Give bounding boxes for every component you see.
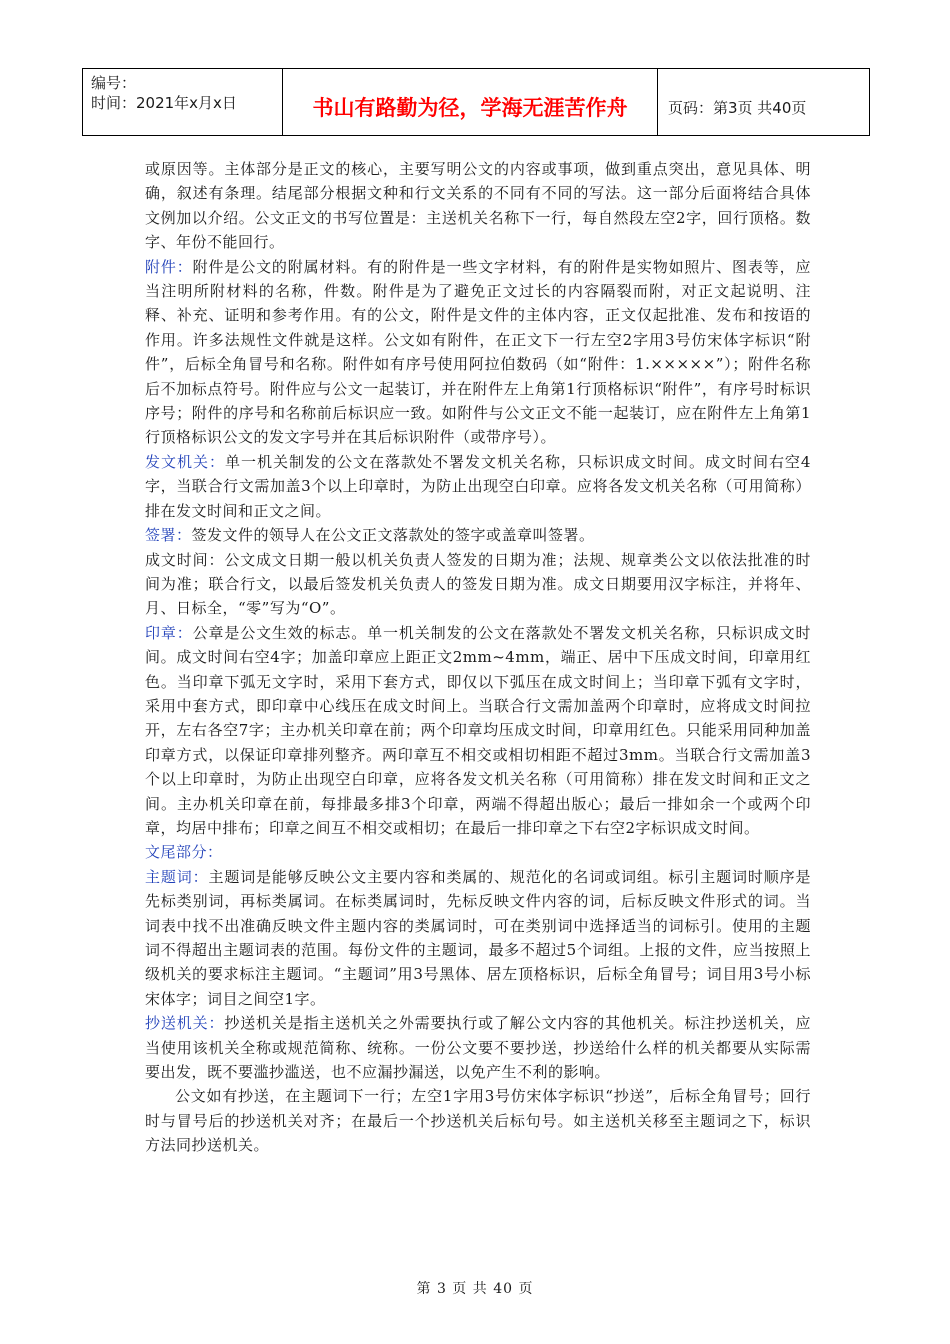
page-header: [82, 68, 870, 136]
paragraph-text: 公文如有抄送，在主题词下一行；左空1字用3号仿宋体字标识“抄送”，后标全角冒号；回行时与冒号后的抄送机关对齐；在最后一个抄送机关后标句号。如主送机关移至主题词之下，标识方法同抄送机关。: [145, 1087, 811, 1155]
paragraph-text: 单一机关制发的公文在落款处不署发文机关名称，只标识成文时间。成文时间右空4字，当联合行文需加盖3个以上印章时，为防止出现空白印章。应将各发文机关名称（可用简称）排在发文时间和正文之间。: [145, 452, 811, 520]
paragraph-text: 或原因等。主体部分是正文的核心，主要写明公文的内容或事项，做到重点突出，意见具体、明确，叙述有条理。结尾部分根据文种和行文关系的不同有不同的写法。这一部分后面将结合具体文例加以介绍。公文正文的书写位置是：主送机关名称下一行，每自然段左空2字，回行顶格。数字、年份不能回行。: [145, 160, 811, 252]
paragraph-cc-format: [145, 1084, 811, 1157]
paragraph-issuing-authority: [145, 450, 811, 523]
header-page-info: 页码：第3页 共40页: [668, 98, 807, 117]
section-label-subject-terms: 主题词：: [145, 867, 209, 886]
header-motto: 书山有路勤为径，学海无涯苦作舟: [283, 69, 658, 135]
paragraph-ending-section: [145, 840, 811, 864]
paragraph-text: 抄送机关是指主送机关之外需要执行或了解公文内容的其他机关。标注抄送机关，应当使用该机关全称或规范简称、统称。一份公文要不要抄送，抄送给什么样的机关都要从实际需要出发，既不要滥抄滥送，也不应漏抄漏送，以免产生不利的影响。: [145, 1014, 811, 1082]
paragraph-signature: [145, 523, 811, 547]
section-label-attachment: 附件：: [145, 257, 193, 276]
document-body: [145, 157, 811, 1158]
paragraph-attachment: [145, 255, 811, 450]
paragraph-text: 附件是公文的附属材料。有的附件是一些文字材料，有的附件是实物如照片、图表等，应当注明所附材料的名称，件数。附件是为了避免正文过长的内容隔裂而附，对正文起说明、注释、补充、证明和参考作用。有的公文，附件是文件的主体内容，正文仅起批准、发布和按语的作用。许多法规性文件就是这样。公文如有附件，在正文下一行左空2字用3号仿宋体字标识“附件”，后标全角冒号和名称。附件如有序号使用阿拉伯数码（如“附件：1.×××××”）；附件名称后不加标点符号。附件应与公文一起装订，并在附件左上角第1行顶格标识“附件”，有序号时标识序号；附件的序号和名称前后标识应一致。如附件与公文正文不能一起装订，应在附件左上角第1行顶格标识公文的发文字号并在其后标识附件（或带序号）。: [145, 257, 811, 447]
section-label-signature: 签署：: [145, 526, 192, 545]
section-label-seal: 印章：: [145, 623, 193, 642]
paragraph-cc-authority: [145, 1011, 811, 1084]
paragraph-main-body: [145, 157, 811, 255]
document-time-label: 时间：2021年x月x日: [91, 94, 237, 112]
paragraph-text: 主题词是能够反映公文主要内容和类属的、规范化的名词或词组。标引主题词时顺序是先标类别词，再标类属词。在标类属词时，先标反映文件内容的词，后标反映文件形式的词。当词表中找不出准确反映文件主题内容的类属词时，可在类别词中选择适当的词标引。使用的主题词不得超出主题词表的范围。每份文件的主题词，最多不超过5个词组。上报的文件，应当按照上级机关的要求标注主题词。“主题词”用3号黑体、居左顶格标识，后标全角冒号；词目用3号小标宋体字；词目之间空1字。: [145, 867, 811, 1008]
paragraph-date: [145, 548, 811, 621]
header-meta: [83, 69, 283, 135]
document-number-label: 编号：: [91, 74, 137, 92]
section-label-cc-authority: 抄送机关：: [145, 1014, 225, 1033]
paragraph-text: 公章是公文生效的标志。单一机关制发的公文在落款处不署发文机关名称，只标识成文时间。成文时间右空4字；加盖印章应上距正文2mm~4mm，端正、居中下压成文时间，印章用红色。当印章下弧无文字时，采用下套方式，即仅以下弧压在成文时间上；当印章下弧有文字时，采用中套方式，即印章中心线压在成文时间上。当联合行文需加盖两个印章时，应将成文时间拉开，左右各空7字；主办机关印章在前；两个印章均压成文时间，印章用红色。只能采用同种加盖印章方式，以保证印章排列整齐。两印章互不相交或相切相距不超过3mm。当联合行文需加盖3个以上印章时，为防止出现空白印章，应将各发文机关名称（可用简称）排在发文时间和正文之间。主办机关印章在前，每排最多排3个印章，两端不得超出版心；最后一排如余一个或两个印章，均居中排布；印章之间互不相交或相切；在最后一排印章之下右空2字标识成文时间。: [145, 623, 811, 837]
section-label-issuing-authority: 发文机关：: [145, 452, 225, 471]
paragraph-text: 签发文件的领导人在公文正文落款处的签字或盖章叫签署。: [191, 526, 595, 545]
paragraph-seal: [145, 621, 811, 841]
section-label-ending: 文尾部分：: [145, 843, 223, 862]
page-footer: 第 3 页 共 40 页: [416, 1281, 534, 1297]
paragraph-subject-terms: [145, 865, 811, 1011]
paragraph-text: 成文时间：公文成文日期一般以机关负责人签发的日期为准；法规、规章类公文以依法批准的时间为准；联合行文，以最后签发机关负责人的签发日期为准。成文日期要用汉字标注，并将年、月、日标全，“零”写为“O”。: [145, 550, 811, 618]
